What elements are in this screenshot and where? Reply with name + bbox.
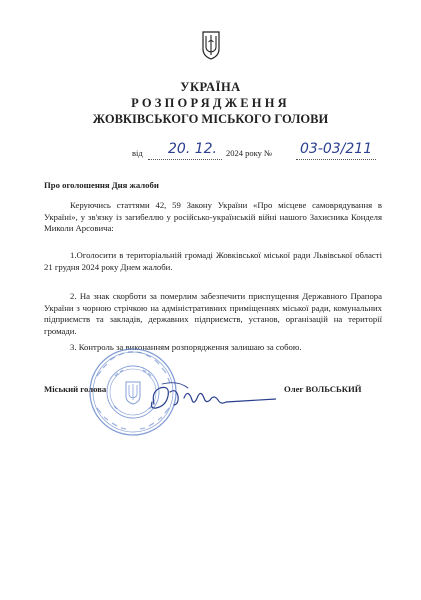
signer-name: Олег ВОЛЬСЬКИЙ — [284, 384, 362, 394]
signer-position: Міський голова — [44, 384, 107, 394]
order-item-2: 2. На знак скорботи за померлим забезпечити приспущення Державного Прапора України з чорною стрічкою на адміністративних приміщеннях міської ради, комунальних підприємств та закладів, державних підприємств, установ, організацій на території громади. — [44, 291, 382, 336]
order-item-1: 1.Оголосити в територіальній громаді Жовківської міської ради Львівської області 21 грудня 2024 року Днем жалоби. — [44, 250, 382, 272]
country-heading: УКРАЇНА — [180, 80, 241, 94]
number-underline — [296, 159, 376, 160]
handwritten-number: 03-03/211 — [300, 141, 373, 157]
document-subject: Про оголошення Дня жалоби — [44, 180, 159, 190]
order-item-3: 3. Контроль за виконанням розпорядження залишаю за собою. — [70, 342, 302, 352]
document-type-heading: РОЗПОРЯДЖЕННЯ — [131, 96, 290, 110]
year-number-label: 2024 року № — [226, 148, 273, 158]
preamble-paragraph: Керуючись статтями 42, 59 Закону України «Про місцеве самоврядування в Україні», у зв'язку із загибеллю у російсько-українській війні нашого Захисника Конделя Миколи Арсовича: — [44, 200, 382, 234]
handwritten-signature-icon — [148, 378, 276, 418]
handwritten-date: 20. 12. — [168, 141, 217, 157]
from-label: від — [132, 148, 143, 158]
date-underline — [148, 159, 222, 160]
authority-heading: ЖОВКІВСЬКОГО МІСЬКОГО ГОЛОВИ — [92, 112, 329, 126]
trident-coat-of-arms-icon — [202, 30, 220, 60]
